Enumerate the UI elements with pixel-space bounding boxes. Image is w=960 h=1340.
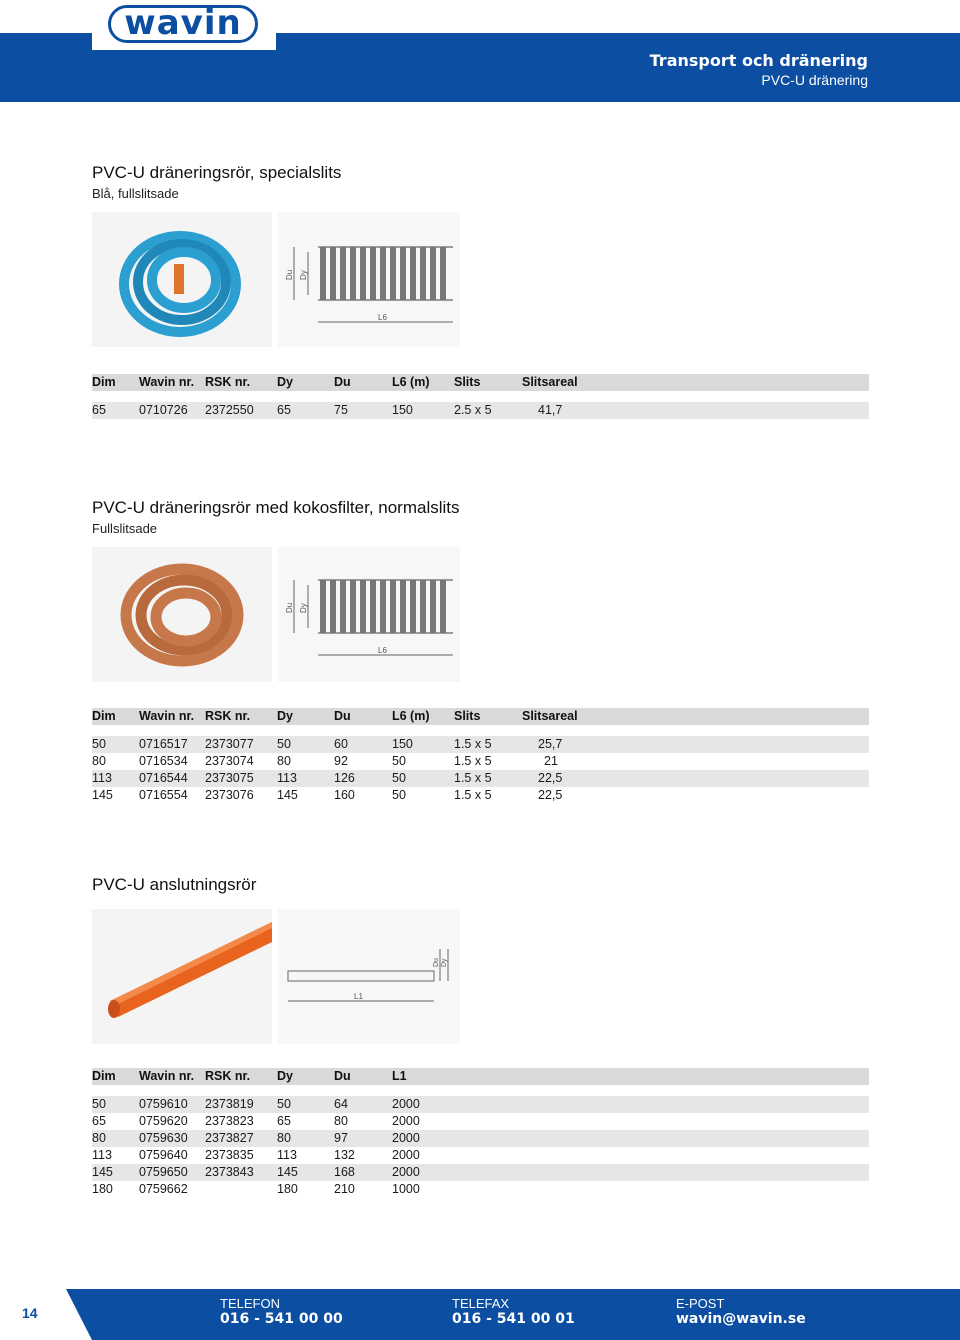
cell: 2373843 <box>205 1165 254 1179</box>
cell: 2373077 <box>205 737 254 751</box>
logo-container <box>92 0 276 50</box>
table-row <box>92 1130 869 1147</box>
table-row <box>92 1164 869 1181</box>
drawing-du-label: Du <box>285 269 294 280</box>
cell: 2373823 <box>205 1114 254 1128</box>
drawing-du-label: Du <box>433 958 440 967</box>
drawing-dy-label: Dy <box>441 958 448 967</box>
cell: 22,5 <box>538 771 563 785</box>
cell: 1000 <box>392 1182 420 1196</box>
cell: 113 <box>277 1148 297 1162</box>
cell: 132 <box>334 1148 355 1162</box>
table-row <box>92 1147 869 1164</box>
header-subtitle: PVC-U dränering <box>761 72 868 88</box>
cell: 145 <box>92 1165 113 1179</box>
cell: 80 <box>92 1131 106 1145</box>
cell: 2000 <box>392 1148 420 1162</box>
cell: 97 <box>334 1131 348 1145</box>
cell: 2373819 <box>205 1097 254 1111</box>
cell: 2373075 <box>205 771 254 785</box>
col-header-rsk-nr: RSK nr. <box>205 375 251 389</box>
fax-label: TELEFAX <box>452 1296 510 1311</box>
cell: 145 <box>277 788 298 802</box>
cell: 41,7 <box>538 403 563 417</box>
col-header-dim: Dim <box>92 709 116 723</box>
cell: 80 <box>277 754 291 768</box>
cell: 210 <box>334 1182 355 1196</box>
col-header-du: Du <box>334 709 351 723</box>
col-header-du: Du <box>334 1069 351 1083</box>
col-header-l6: L6 (m) <box>392 375 430 389</box>
cell: 80 <box>334 1114 348 1128</box>
cell: 60 <box>334 737 348 751</box>
table-row <box>92 770 869 787</box>
cell: 64 <box>334 1097 348 1111</box>
cell: 50 <box>277 737 291 751</box>
email-link[interactable]: wavin@wavin.se <box>676 1311 806 1327</box>
col-header-dim: Dim <box>92 1069 116 1083</box>
cell: 0759620 <box>139 1114 188 1128</box>
col-header-rsk-nr: RSK nr. <box>205 709 251 723</box>
cell: 2373835 <box>205 1148 254 1162</box>
section-2-title: PVC-U dräneringsrör med kokosfilter, normalslits <box>92 498 460 517</box>
cell: 113 <box>277 771 297 785</box>
col-header-wavin-nr: Wavin nr. <box>139 709 195 723</box>
col-header-slitsareal: Slitsareal <box>522 375 578 389</box>
table-header-row <box>92 1068 869 1085</box>
section-1-title: PVC-U dräneringsrör, specialslits <box>92 163 342 182</box>
cell: 2000 <box>392 1165 420 1179</box>
cell: 0716517 <box>139 737 188 751</box>
page-number: 14 <box>22 1305 38 1321</box>
blue-coil-photo <box>92 212 272 347</box>
cell: 180 <box>277 1182 298 1196</box>
cell: 65 <box>277 1114 291 1128</box>
cell: 113 <box>92 771 112 785</box>
col-header-slits: Slits <box>454 375 481 389</box>
drawing-length-label: L6 <box>378 313 387 322</box>
cell: 80 <box>277 1131 291 1145</box>
cell: 50 <box>392 754 406 768</box>
cell: 50 <box>392 788 406 802</box>
slotted-pipe-drawing-1 <box>278 212 460 347</box>
cell: 113 <box>92 1148 112 1162</box>
section-3-title: PVC-U anslutningsrör <box>92 875 257 894</box>
phone-number[interactable]: 016 - 541 00 00 <box>220 1311 343 1327</box>
cell: 21 <box>544 754 558 768</box>
cell: 80 <box>92 754 106 768</box>
table-row <box>92 1181 869 1198</box>
table-row <box>92 402 869 419</box>
col-header-l1: L1 <box>392 1069 407 1083</box>
table-row <box>92 753 869 770</box>
cell: 1.5 x 5 <box>454 771 492 785</box>
table-row <box>92 1096 869 1113</box>
cell: 0716554 <box>139 788 188 802</box>
cell: 92 <box>334 754 348 768</box>
cell: 0759610 <box>139 1097 188 1111</box>
cell: 2373074 <box>205 754 254 768</box>
spec-table-2 <box>92 708 869 804</box>
table-row <box>92 787 869 804</box>
col-header-slitsareal: Slitsareal <box>522 709 578 723</box>
drawing-length-label: L1 <box>354 992 363 1001</box>
spec-table-3 <box>92 1068 869 1198</box>
table-header-row <box>92 708 869 725</box>
cell: 145 <box>92 788 113 802</box>
cell: 2000 <box>392 1097 420 1111</box>
cell: 2373076 <box>205 788 254 802</box>
cell: 0759662 <box>139 1182 188 1196</box>
cell: 22,5 <box>538 788 563 802</box>
cell: 2000 <box>392 1131 420 1145</box>
cell: 168 <box>334 1165 355 1179</box>
col-header-l6: L6 (m) <box>392 709 430 723</box>
cell: 50 <box>392 771 406 785</box>
col-header-wavin-nr: Wavin nr. <box>139 1069 195 1083</box>
header-title: Transport och dränering <box>649 51 868 70</box>
cell: 150 <box>392 403 413 417</box>
col-header-dy: Dy <box>277 709 293 723</box>
table-row <box>92 736 869 753</box>
cell: 25,7 <box>538 737 563 751</box>
section-1-subtitle: Blå, fullslitsade <box>92 186 179 201</box>
cell: 1.5 x 5 <box>454 754 492 768</box>
cell: 150 <box>392 737 413 751</box>
cell: 0759650 <box>139 1165 188 1179</box>
cell: 75 <box>334 403 348 417</box>
col-header-du: Du <box>334 375 351 389</box>
drawing-dy-label: Dy <box>299 603 308 613</box>
cell: 180 <box>92 1182 113 1196</box>
cell: 145 <box>277 1165 298 1179</box>
col-header-rsk-nr: RSK nr. <box>205 1069 251 1083</box>
table-row <box>92 1113 869 1130</box>
coco-filter-coil-photo <box>92 547 272 682</box>
cell <box>205 1181 277 1198</box>
cell: 1.5 x 5 <box>454 737 492 751</box>
cell: 0710726 <box>139 403 188 417</box>
col-header-slits: Slits <box>454 709 481 723</box>
table-header-row <box>92 374 869 391</box>
cell: 50 <box>92 1097 106 1111</box>
drawing-dy-label: Dy <box>299 270 308 280</box>
col-header-dim: Dim <box>92 375 116 389</box>
cell: 0716534 <box>139 754 188 768</box>
col-header-dy: Dy <box>277 1069 293 1083</box>
orange-pipe-photo <box>92 909 272 1044</box>
cell: 0759640 <box>139 1148 188 1162</box>
cell: 2373827 <box>205 1131 254 1145</box>
drawing-length-label: L6 <box>378 646 387 655</box>
cell: 50 <box>92 737 106 751</box>
col-header-dy: Dy <box>277 375 293 389</box>
slotted-pipe-drawing-2 <box>278 547 460 682</box>
cell: 65 <box>92 403 106 417</box>
cell: 126 <box>334 771 355 785</box>
cell: 1.5 x 5 <box>454 788 492 802</box>
cell: 2372550 <box>205 403 254 417</box>
footer-slant <box>66 1289 92 1340</box>
section-2-subtitle: Fullslitsade <box>92 521 158 536</box>
spec-table-1 <box>92 374 869 419</box>
cell: 0716544 <box>139 771 188 785</box>
connection-pipe-drawing <box>278 909 460 1044</box>
cell: 65 <box>92 1114 106 1128</box>
email-label: E-POST <box>676 1296 725 1311</box>
drawing-du-label: Du <box>285 602 294 613</box>
fax-number: 016 - 541 00 01 <box>452 1311 575 1327</box>
cell: 160 <box>334 788 355 802</box>
cell: 65 <box>277 403 291 417</box>
col-header-wavin-nr: Wavin nr. <box>139 375 195 389</box>
cell: 2000 <box>392 1114 420 1128</box>
cell: 50 <box>277 1097 291 1111</box>
wavin-logo[interactable]: wavin <box>108 5 258 43</box>
phone-label: TELEFON <box>220 1296 280 1311</box>
cell: 2.5 x 5 <box>454 403 492 417</box>
cell: 0759630 <box>139 1131 188 1145</box>
